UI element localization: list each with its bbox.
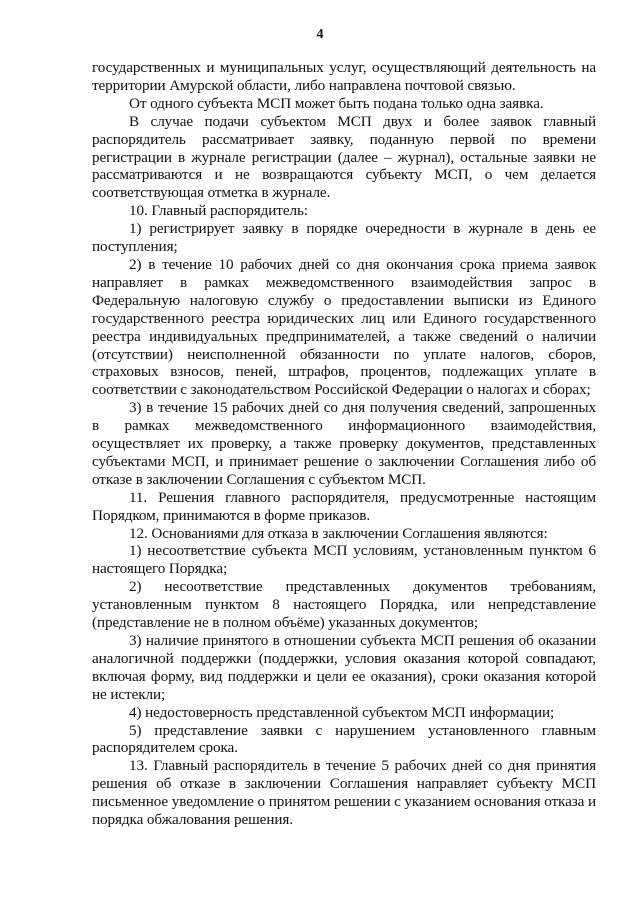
document-body xyxy=(92,59,596,829)
paragraph: В случае подачи субъектом МСП двух и более заявок главный распорядитель рассматривает заявку, поданную первой по времени регистрации в журнале регистрации (далее – журнал), остальные заявки не рассматриваются и не возвращаются субъекту МСП, о чем делается соответствующая отметка в журнале. xyxy=(92,112,596,202)
paragraph: 2) в течение 10 рабочих дней со дня окончания срока приема заявок направляет в рамках межведомственного взаимодействия запрос в Федеральную налоговую службу о предоставлении выписки из Единого государственного реестра юридических лиц или Единого государственного реестра индивидуальных предпринимателей, а также сведений о наличии (отсутствии) неисполненной обязанности по уплате налогов, сборов, страховых взносов, пеней, штрафов, процентов, подлежащих уплате в соответствии с законодательством Российской Федерации о налогах и сборах; xyxy=(92,255,596,399)
paragraph: 2) несоответствие представленных документов требованиям, установленным пунктом 8 настоящего Порядка, или непредставление (представление не в полном объёме) указанных документов; xyxy=(92,578,596,632)
paragraph: 4) недостоверность представленной субъектом МСП информации; xyxy=(129,703,555,721)
paragraph: 10. Главный распорядитель: xyxy=(129,202,308,220)
paragraph: 5) представление заявки с нарушением установленного главным распорядителем срока. xyxy=(92,721,596,757)
paragraph: 11. Решения главного распорядителя, предусмотренные настоящим Порядком, принимаются в форме приказов. xyxy=(92,488,596,524)
paragraph: От одного субъекта МСП может быть подана только одна заявка. xyxy=(129,94,544,112)
paragraph: 12. Основаниями для отказа в заключении Соглашения являются: xyxy=(129,524,548,542)
paragraph: 3) наличие принятого в отношении субъекта МСП решения об оказании аналогичной поддержки (поддержки, условия оказания которой совпадают, включая форму, вид поддержки и цели ее оказания), сроки оказания которой не истекли; xyxy=(92,632,596,703)
paragraph: государственных и муниципальных услуг, осуществляющий деятельность на территории Амурской области, либо направлена почтовой связью. xyxy=(92,59,596,94)
paragraph: 3) в течение 15 рабочих дней со дня получения сведений, запрошенных в рамках межведомственного информационного взаимодействия, осуществляет их проверку, а также проверку документов, представленных субъектами МСП, и принимает решение о заключении Соглашения либо об отказе в заключении Соглашения с субъектом МСП. xyxy=(92,399,596,488)
paragraph: 1) регистрирует заявку в порядке очередности в журнале в день ее поступления; xyxy=(92,220,596,256)
paragraph: 13. Главный распорядитель в течение 5 рабочих дней со дня принятия решения об отказе в заключении Соглашения направляет субъекту МСП письменное уведомление о принятом решении с указанием основания отказа и порядка обжалования решения. xyxy=(92,757,597,829)
paragraph: 1) несоответствие субъекта МСП условиям, установленным пунктом 6 настоящего Порядка; xyxy=(92,542,596,578)
page-number: 4 xyxy=(316,27,324,42)
